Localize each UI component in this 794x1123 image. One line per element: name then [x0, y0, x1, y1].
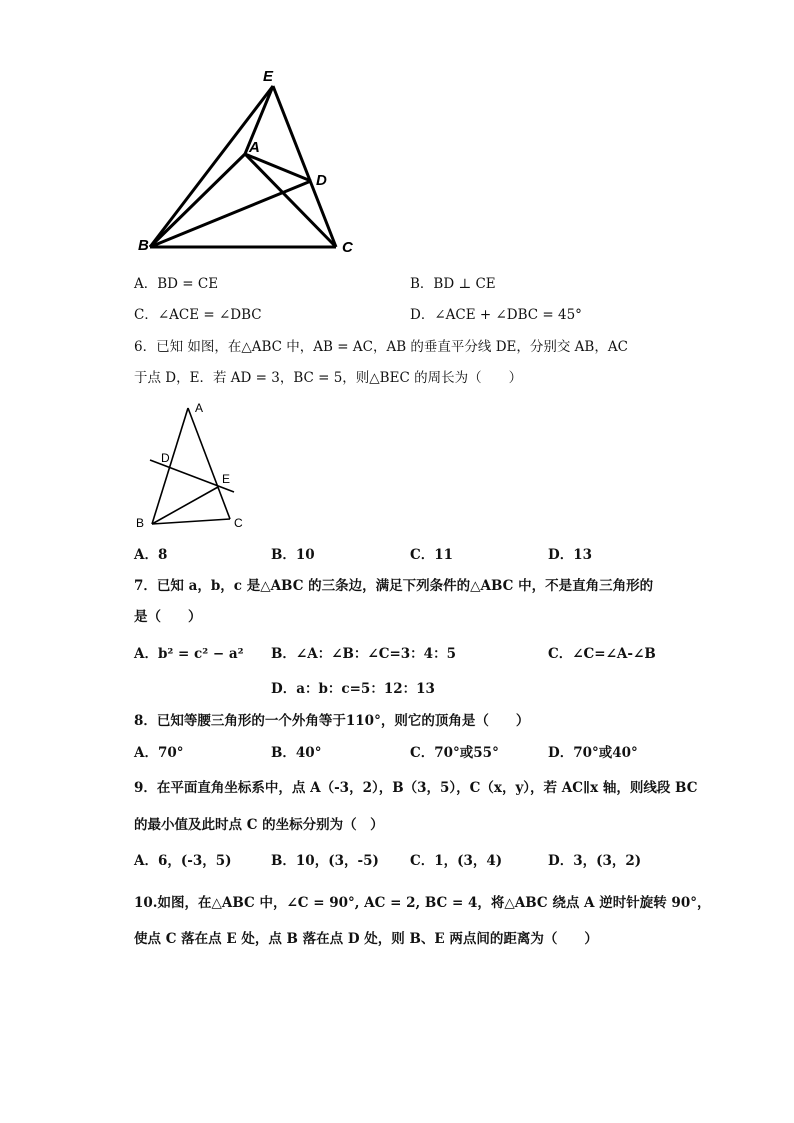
q6-option-a[interactable]: A．8: [134, 547, 168, 563]
segment-AC: [245, 154, 336, 247]
label-B: B: [138, 237, 149, 254]
q10-stem-line-1: 10.如图，在△ABC 中，∠C = 90°, AC = 2, BC = 4，将△ABC 绕点 A 逆时针旋转 90°，: [134, 895, 711, 911]
q7-option-b[interactable]: B．∠A：∠B：∠C=3：4：5: [271, 646, 456, 662]
q7-option-c[interactable]: C．∠C=∠A-∠B: [548, 646, 656, 662]
segment-AC: [188, 408, 230, 519]
segment-EC: [273, 86, 336, 247]
q9-option-a[interactable]: A．6，(-3，5): [134, 853, 232, 869]
segment-BA: [150, 154, 245, 247]
q9-option-b[interactable]: B．10，(3，-5): [271, 853, 379, 869]
q9-option-d[interactable]: D．3，(3，2): [548, 853, 642, 869]
label-B: B: [136, 516, 145, 530]
q5-option-a[interactable]: A．BD = CE: [134, 276, 219, 292]
q7-stem-line-1: 7．已知 a，b，c 是△ABC 的三条边，满足下列条件的△ABC 中，不是直角三角形的: [134, 578, 654, 594]
label-A: A: [249, 139, 260, 156]
label-C: C: [234, 516, 243, 530]
q6-option-b[interactable]: B．10: [271, 547, 315, 563]
q5-option-c[interactable]: C．∠ACE = ∠DBC: [134, 307, 262, 323]
q8-option-b[interactable]: B．40°: [271, 745, 322, 761]
q7-option-d[interactable]: D．a：b：c=5：12：13: [271, 681, 435, 697]
label-C: C: [342, 239, 353, 256]
figure-2-diagram: [130, 398, 260, 536]
q6-stem-line-1: 6．已知 如图，在△ABC 中，AB = AC，AB 的垂直平分线 DE，分别交 AB，AC: [134, 339, 628, 355]
label-A: A: [195, 401, 204, 415]
q5-option-b[interactable]: B．BD ⊥ CE: [410, 276, 496, 292]
q7-option-a[interactable]: A．b² = c² − a²: [134, 646, 244, 662]
figure-1-diagram: [130, 62, 360, 262]
q6-option-d[interactable]: D．13: [548, 547, 592, 563]
q8-stem: 8．已知等腰三角形的一个外角等于110°，则它的顶角是（ ）: [134, 713, 530, 729]
segment-BC: [152, 519, 230, 524]
q7-stem-line-2: 是（ ）: [134, 609, 202, 625]
q9-stem-line-1: 9．在平面直角坐标系中，点 A（-3，2），B（3，5），C（x，y），若 AC∥x 轴，则线段 BC: [134, 780, 698, 796]
q8-option-d[interactable]: D．70°或40°: [548, 745, 638, 761]
label-D: D: [161, 451, 170, 465]
q9-stem-line-2: 的最小值及此时点 C 的坐标分别为（ ）: [134, 817, 384, 833]
q6-stem-line-2: 于点 D，E．若 AD = 3，BC = 5，则△BEC 的周长为（ ）: [134, 370, 523, 386]
q10-stem-line-2: 使点 C 落在点 E 处，点 B 落在点 D 处，则 B、E 两点间的距离为（ ）: [134, 931, 598, 947]
q9-option-c[interactable]: C．1，(3，4): [410, 853, 503, 869]
label-D: D: [316, 172, 327, 189]
label-E: E: [222, 472, 231, 486]
q8-option-c[interactable]: C．70°或55°: [410, 745, 499, 761]
q6-option-c[interactable]: C．11: [410, 547, 454, 563]
q5-option-d[interactable]: D．∠ACE + ∠DBC = 45°: [410, 307, 582, 323]
q8-option-a[interactable]: A．70°: [134, 745, 184, 761]
label-E: E: [263, 68, 274, 85]
